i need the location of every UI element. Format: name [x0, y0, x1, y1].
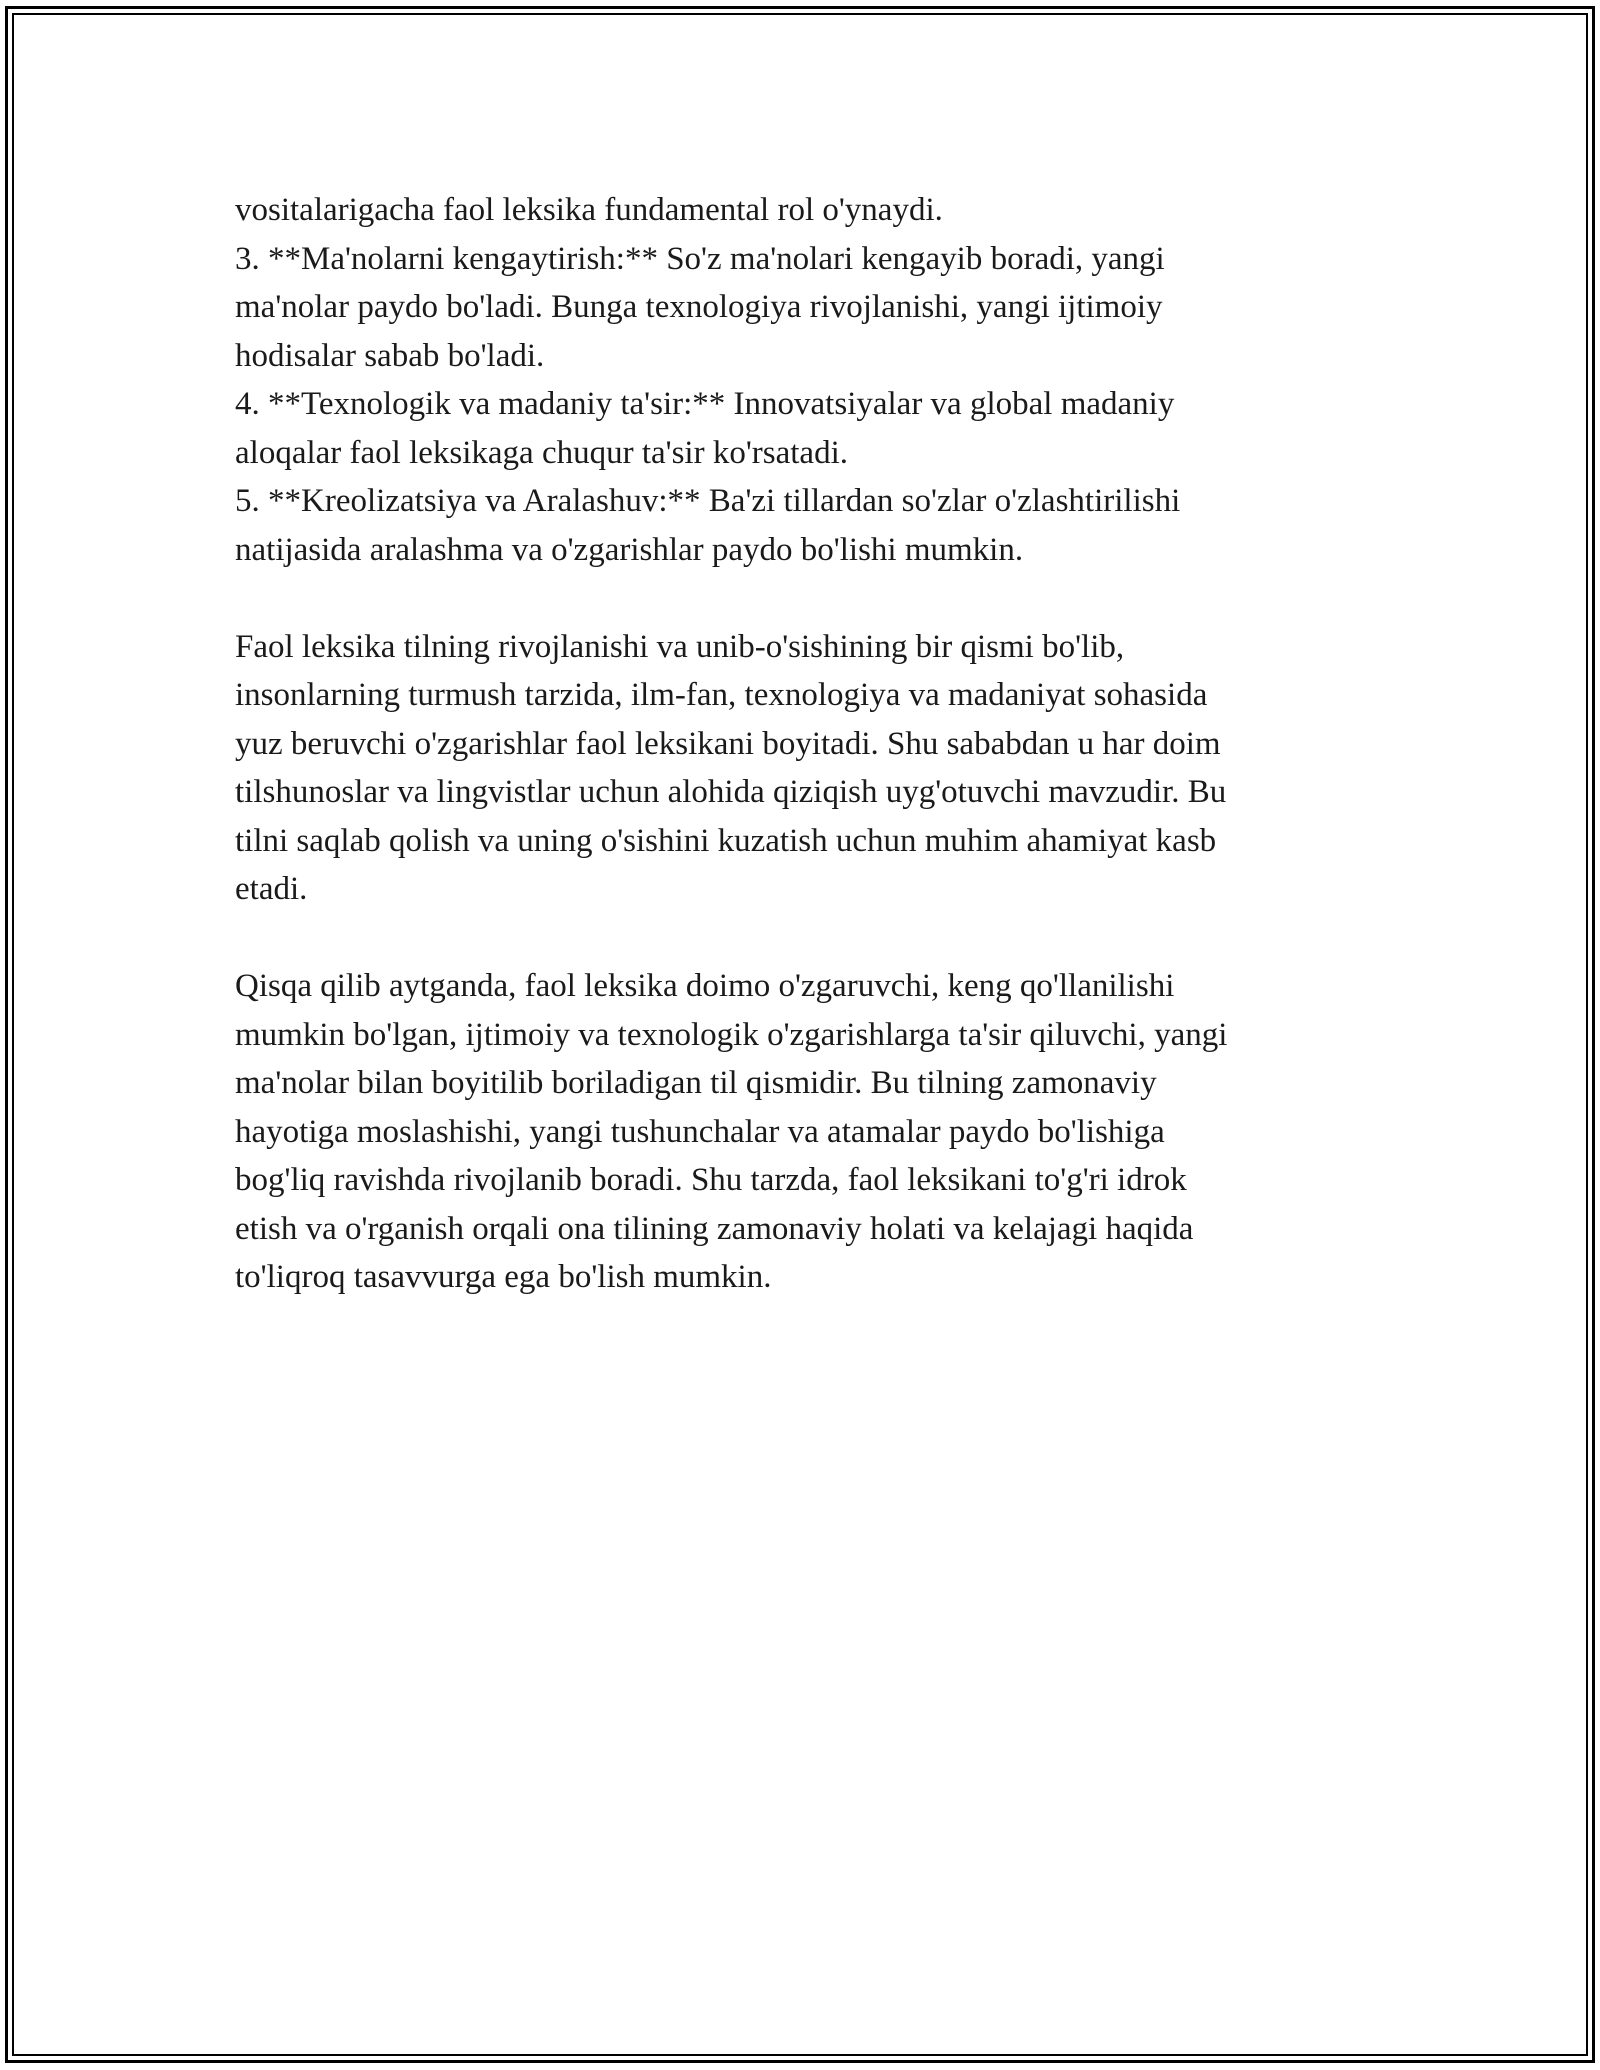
paragraph-3-line: etish va o'rganish orqali ona tilining zamonaviy holati va kelajagi haqida	[235, 1210, 1194, 1247]
text-line: hodisalar sabab bo'ladi.	[235, 337, 545, 374]
paragraph-2-line: insonlarning turmush tarzida, ilm-fan, texnologiya va madaniyat sohasida	[235, 677, 1208, 713]
paragraph-2-line: tilshunoslar va lingvistlar uchun alohida qiziqish uyg'otuvchi mavzudir. Bu	[235, 774, 1227, 810]
document-body	[235, 186, 1375, 1302]
text-line: ma'nolar paydo bo'ladi. Bunga texnologiya rivojlanishi, yangi ijtimoiy	[235, 289, 1163, 325]
list-item-3: 3. **Ma'nolarni kengaytirish:** So'z ma'nolari kengayib boradi, yangi	[235, 240, 1165, 277]
paragraph-gap	[235, 914, 1375, 963]
paragraph-3-line: ma'nolar bilan boyitilib boriladigan til qismidir. Bu tilning zamonaviy	[235, 1065, 1157, 1101]
paragraph-2-line: yuz beruvchi o'zgarishlar faol leksikani boyitadi. Shu sababdan u har doim	[235, 725, 1221, 762]
paragraph-2-line: tilni saqlab qolish va uning o'sishini kuzatish uchun muhim ahamiyat kasb	[235, 822, 1217, 859]
paragraph-gap	[235, 574, 1375, 623]
paragraph-3-line: bog'liq ravishda rivojlanib boradi. Shu tarzda, faol leksikani to'g'ri idrok	[235, 1162, 1187, 1198]
paragraph-3-line: hayotiga moslashishi, yangi tushunchalar va atamalar paydo bo'lishiga	[235, 1113, 1165, 1150]
text-line: natijasida aralashma va o'zgarishlar paydo bo'lishi mumkin.	[235, 531, 1024, 568]
list-item-5: 5. **Kreolizatsiya va Aralashuv:** Ba'zi tillardan so'zlar o'zlashtirilishi	[235, 483, 1181, 519]
paragraph-3-line: Qisqa qilib aytganda, faol leksika doimo o'zgaruvchi, keng qo'llanilishi	[235, 968, 1175, 1004]
paragraph-3-line: to'liqroq tasavvurga ega bo'lish mumkin.	[235, 1259, 772, 1295]
paragraph-2-line: Faol leksika tilning rivojlanishi va unib-o'sishining bir qismi bo'lib,	[235, 628, 1125, 665]
list-item-4: 4. **Texnologik va madaniy ta'sir:** Innovatsiyalar va global madaniy	[235, 386, 1175, 422]
text-line: vositalarigacha faol leksika fundamental rol o'ynaydi.	[235, 192, 943, 228]
paragraph-3-line: mumkin bo'lgan, ijtimoiy va texnologik o'zgarishlarga ta'sir qiluvchi, yangi	[235, 1016, 1228, 1053]
text-line: aloqalar faol leksikaga chuqur ta'sir ko'rsatadi.	[235, 434, 848, 471]
paragraph-2-line: etadi.	[235, 871, 308, 907]
